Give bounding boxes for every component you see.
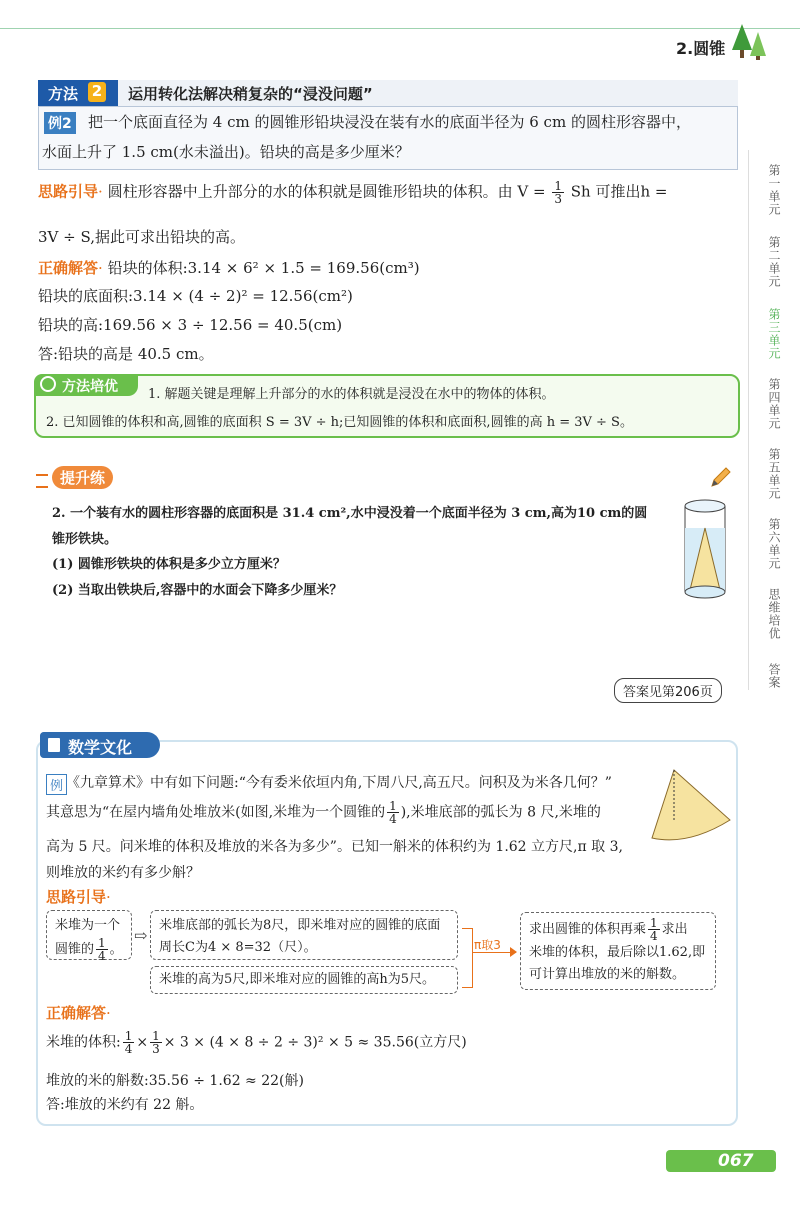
tips-line-2: 2. 已知圆锥的体积和高,圆锥的底面积 S = 3V ÷ h;已知圆锥的体积和底面积,圆锥的高 h = 3V ÷ S。 [46,415,633,430]
thinking-label: 思路引导 [38,182,99,201]
side-tab-unit-4[interactable]: 第四单元 [767,378,781,430]
culture-line-2a: 其意思为“在屋内墙角处堆放米(如图,米堆为一个圆锥的 [46,804,386,821]
tips-label: 方法培优 [62,379,118,395]
flow-box-1: 米堆为一个 圆锥的 $\frac{1}{4}$ 。 [46,910,132,960]
example-line-1: 把一个底面直径为 4 cm 的圆锥形铅块浸没在装有水的底面半径为 6 cm 的圆柱形容器中， [88,113,691,131]
side-tab-thinking[interactable]: 思维培优 [767,588,781,640]
practice-badge [36,466,128,490]
answer-reference: 答案见第206页 [614,678,722,703]
flow-arrow-1: ⇨ [134,926,148,945]
book-icon [48,738,60,752]
thinking-text-1: 圆柱形容器中上升部分的水的体积就是圆锥形铅块的体积。由 V = [107,182,546,201]
practice-lines-icon [36,474,48,488]
culture-answer-line-1: 米堆的体积: $\frac{1}{4}$ × $\frac{1}{3}$ × 3 × (4 × 8 ÷ 2 ÷ 3)² × 5 ≈ 35.56(立方尺) [46,1029,467,1056]
pencil-icon [708,466,732,490]
side-tab-unit-6[interactable]: 第六单元 [767,518,781,570]
cylinder-cone-figure [680,498,730,602]
example-tag: 例2 [44,112,76,134]
practice-label: 提升练 [52,466,113,489]
practice-question-line-2: 锥形铁块。 [52,532,118,547]
tree-icon [730,22,770,62]
answer-line-2: 铅块的底面积:3.14 × (4 ÷ 2)² = 12.56(cm²) [38,287,353,305]
culture-line-1: 《九章算术》中有如下问题:“今有委米依垣内角,下周八尺,高五尺。问积及为米各几何？” [66,775,612,791]
method-title: 运用转化法解决稍复杂的“浸没问题” [128,85,373,103]
side-tab-unit-5[interactable]: 第五单元 [767,448,781,500]
thinking-line-2: 3V ÷ S,据此可求出铅块的高。 [38,228,245,246]
culture-answer-label: 正确解答 [46,1004,107,1022]
method-number: 2 [88,82,106,102]
side-tab-unit-2[interactable]: 第二单元 [767,236,781,288]
practice-question-line-1: 2. 一个装有水的圆柱形容器的底面积是 31.4 cm²,水中浸没着一个底面半径为 3 cm,高为10 cm的圆 [52,506,648,521]
culture-badge [40,732,160,758]
culture-example-tag: 例 [46,774,67,795]
culture-answer-line-3: 答:堆放的米约有 22 斛。 [46,1097,204,1113]
culture-label: 数学文化 [68,738,133,757]
side-tab-answers[interactable]: 答案 [767,663,781,689]
culture-line-4: 则堆放的米约有多少斛？ [46,865,200,881]
thinking-separator: · [98,182,103,201]
side-tab-divider [748,150,749,690]
section-title: 2.圆锥 [676,39,726,58]
tips-line-1: 1. 解题关键是理解上升部分的水的体积就是浸没在水中的物体的体积。 [148,387,555,402]
thinking-fraction: $\frac{1}{3}$ [554,179,562,206]
practice-sub-1: (1) 圆锥形铁块的体积是多少立方厘米？ [52,557,286,572]
thinking-text-2: Sh 可推出h = [570,182,668,201]
culture-line-2-fraction: $\frac{1}{4}$ [389,799,397,826]
tips-label-badge [34,374,138,396]
answer-line-3: 铅块的高:169.56 × 3 ÷ 12.56 = 40.5(cm) [38,316,343,334]
flow-arrow-head [510,947,517,957]
page-number-badge [666,1150,776,1172]
answer-line-1: 铅块的体积:3.14 × 6² × 1.5 = 169.56(cm³) [107,259,420,277]
method-badge: 方法 [48,85,79,103]
flow-bracket [462,928,473,988]
side-tab-unit-3[interactable]: 第三单元 [767,308,781,360]
example-line-2: 水面上升了 1.5 cm(水未溢出)。铅块的高是多少厘米？ [42,143,410,161]
side-tab-unit-1[interactable]: 第一单元 [767,164,781,216]
answer-line-4: 答:铅块的高是 40.5 cm。 [38,345,214,363]
answer-label: 正确解答 [38,259,99,277]
culture-line-2b: ),米堆底部的弧长为 8 尺,米堆的 [400,804,601,821]
flow-arrow-label: π取3 [474,938,501,952]
rice-pile-figure [648,766,734,846]
page-number: 067 [718,1151,754,1171]
culture-line-3: 高为 5 尺。问米堆的体积及堆放的米各为多少”。已知一斛米的体积约为 1.62 立方尺,π 取 3, [46,839,623,855]
flow-box-3: 米堆的高为5尺,即米堆对应的圆锥的高h为5尺。 [150,966,458,994]
method-banner [38,80,738,106]
culture-answer-line-2: 堆放的米的斛数:35.56 ÷ 1.62 ≈ 22(斛) [46,1073,304,1089]
flow-box-4: 求出圆锥的体积再乘 $\frac{1}{4}$ 求出 米堆的体积，最后除以1.62,即可计算出堆放的米的斛数。 [520,912,716,990]
flow-box-2: 米堆底部的弧长为8尺，即米堆对应的圆锥的底面周长C为4 × 8=32（尺）。 [150,910,458,960]
culture-thinking-label: 思路引导 [46,888,107,906]
practice-sub-2: (2) 当取出铁块后,容器中的水面会下降多少厘米？ [52,583,343,598]
magnifier-icon [40,376,56,392]
